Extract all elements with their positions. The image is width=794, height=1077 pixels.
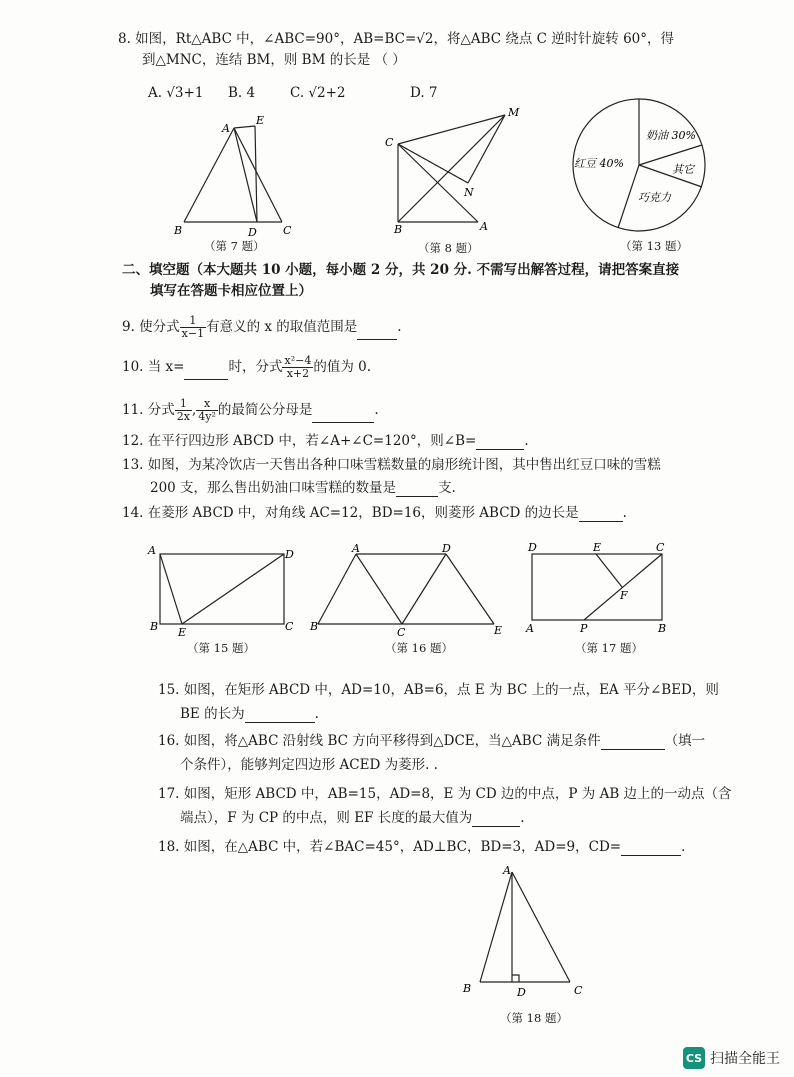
q14-end: . (622, 505, 627, 521)
q15-end: . (314, 706, 319, 722)
q9-num: 1 (180, 315, 206, 328)
fig7-label-e: E (256, 114, 265, 127)
q13-end: 支. (438, 480, 456, 496)
q10-post: 的值为 0. (313, 359, 371, 375)
q9-den: x−1 (181, 327, 205, 340)
fig7-label-b: B (174, 224, 183, 237)
fig8-label-n: N (464, 186, 474, 199)
fig15-label-b: B (150, 620, 159, 633)
fig16-label-c: C (397, 626, 406, 639)
fig18-label-b: B (463, 982, 472, 995)
fig8-label-m: M (508, 106, 520, 119)
q11 (122, 398, 379, 423)
q9-fraction (180, 315, 206, 340)
q8-option-b: B. 4 (228, 85, 256, 101)
q10-mid: 时，分式 (228, 359, 283, 375)
fig17-label-b: B (658, 622, 667, 635)
fig15-label-c: C (285, 620, 294, 633)
q12-end: . (524, 433, 529, 449)
q15-line2 (180, 705, 319, 723)
q11-pre: 11. 分式 (122, 402, 175, 418)
q9-end: . (397, 319, 402, 335)
q16-line1 (158, 732, 705, 750)
q15-answer-blank[interactable] (245, 708, 315, 723)
figure-17 (520, 540, 680, 640)
q11-num1: 1 (175, 398, 192, 411)
q16-line2: 个条件），能够判定四边形 ACED 为菱形. . (180, 757, 438, 773)
q14 (122, 504, 627, 522)
q17-line2 (180, 809, 525, 827)
fig18-label-d: D (517, 986, 526, 999)
figure-8 (380, 100, 520, 235)
q13-line2 (150, 479, 456, 497)
figure-15 (142, 540, 302, 640)
q18-answer-blank[interactable] (621, 841, 681, 856)
fig17-label-d: D (528, 541, 537, 554)
figure-13-pie (568, 95, 713, 237)
fig13-caption: （第 13 题） (620, 239, 688, 253)
q14-text: 14. 在菱形 ABCD 中，对角线 AC=12，BD=16，则菱形 ABCD 的边长是 (122, 505, 579, 521)
fig16-label-d: D (442, 542, 451, 555)
q11-sep: , (191, 402, 197, 418)
q11-answer-blank[interactable] (312, 408, 374, 423)
q16-answer-blank[interactable] (601, 735, 665, 750)
fig17-label-c: C (656, 541, 665, 554)
fig18-caption: （第 18 题） (500, 1011, 568, 1025)
fig15-caption: （第 15 题） (187, 641, 255, 655)
fig16-caption: （第 16 题） (385, 641, 453, 655)
fig13-slice-other: 其它 (672, 163, 694, 176)
q17-answer-blank[interactable] (472, 812, 520, 827)
q11-den1: 2x (176, 410, 190, 423)
section2-line2: 填写在答题卡相应位置上） (150, 283, 312, 299)
q17-end: . (520, 810, 525, 826)
q10-num: x²−4 (284, 354, 312, 367)
q9-pre: 9. 使分式 (122, 319, 180, 335)
q11-den2: 4y² (198, 410, 216, 423)
fig7-label-a: A (222, 122, 230, 135)
q13-line2-text: 200 支，那么售出奶油口味雪糕的数量是 (150, 480, 397, 496)
q10-fraction (282, 355, 313, 380)
q11-post: 的最简公分母是 (217, 402, 313, 418)
fig15-label-a: A (148, 544, 156, 557)
fig7-caption: （第 7 题） (204, 239, 265, 253)
q8-option-c: C. √2+2 (290, 85, 346, 101)
q14-answer-blank[interactable] (579, 507, 623, 522)
q8-line1: 8. 如图，Rt△ABC 中，∠ABC=90°，AB=BC=√2，将△ABC 绕点 C 逆时针旋转 60°，得 (118, 31, 675, 47)
fig16-label-a: A (352, 542, 360, 555)
fig8-caption: （第 8 题） (418, 241, 479, 255)
camscanner-name: 扫描全能王 (710, 1051, 780, 1067)
camscanner-watermark (683, 1047, 780, 1069)
camscanner-logo-icon: CS (683, 1047, 705, 1069)
q18-end: . (681, 839, 686, 855)
fig17-label-a: A (526, 622, 534, 635)
fig13-slice-chocolate: 巧克力 (638, 191, 671, 204)
q10-answer-blank[interactable] (184, 365, 228, 380)
q12 (122, 432, 529, 450)
q12-answer-blank[interactable] (476, 435, 524, 450)
fig8-label-a: A (480, 220, 488, 233)
fig17-label-p: P (580, 622, 588, 635)
fig15-label-e: E (178, 626, 187, 639)
section2-line1: 二、填空题（本大题共 10 小题，每小题 2 分，共 20 分. 不需写出解答过程，请把答案直接 (122, 262, 680, 278)
figure-16 (308, 540, 508, 640)
fig13-slice-redbean: 红豆 40% (574, 157, 624, 170)
q13-answer-blank[interactable] (396, 482, 438, 497)
q10-den: x+2 (286, 367, 310, 380)
q9-answer-blank[interactable] (357, 325, 397, 340)
q9-post: 有意义的 x 的取值范围是 (206, 319, 358, 335)
q12-text: 12. 在平行四边形 ABCD 中，若∠A+∠C=120°，则∠B= (122, 433, 477, 449)
fig17-label-e: E (593, 541, 602, 554)
fig8-label-c: C (385, 136, 394, 149)
fig13-slice-cream: 奶油 30% (646, 129, 696, 142)
q16-line1-text: 16. 如图，将△ABC 沿射线 BC 方向平移得到△DCE，当△ABC 满足条件 (158, 733, 601, 749)
q17-line1: 17. 如图，矩形 ABCD 中，AB=15，AD=8，E 为 CD 边的中点，P 为 AB 边上的一动点（含 (158, 786, 732, 802)
fig7-label-c: C (283, 224, 292, 237)
fig16-label-e: E (494, 624, 503, 637)
q10-pre: 10. 当 x= (122, 359, 185, 375)
figure-7 (170, 112, 310, 237)
q15-line1: 15. 如图，在矩形 ABCD 中，AD=10，AB=6，点 E 为 BC 上的一点，EA 平分∠BED，则 (158, 682, 719, 698)
q16-tail: （填一 (664, 733, 706, 749)
q15-line2-text: BE 的长为 (180, 706, 245, 722)
fig18-label-c: C (574, 984, 583, 997)
fig17-label-f: F (620, 589, 628, 602)
fig16-label-b: B (310, 620, 319, 633)
fig18-label-a: A (503, 864, 511, 877)
q13-line1: 13. 如图，为某冷饮店一天售出各种口味雪糕数量的扇形统计图，其中售出红豆口味的雪糕 (122, 457, 661, 473)
fig7-label-d: D (248, 226, 257, 237)
q9 (122, 315, 402, 340)
q18-text: 18. 如图，在△ABC 中，若∠BAC=45°，AD⊥BC，BD=3，AD=9，CD= (158, 839, 622, 855)
q8-option-d: D. 7 (410, 85, 438, 101)
q11-end: . (374, 402, 379, 418)
figure-18 (455, 862, 595, 1002)
q17-line2-text: 端点），F 为 CP 的中点，则 EF 长度的最大值为 (180, 810, 473, 826)
fig15-label-d: D (285, 548, 294, 561)
fig8-label-b: B (394, 223, 403, 235)
q10 (122, 355, 371, 380)
q18 (158, 838, 685, 856)
q8-option-a: A. √3+1 (148, 85, 204, 101)
fig17-caption: （第 17 题） (575, 641, 643, 655)
q11-fraction-1 (175, 398, 192, 423)
q11-fraction-2 (196, 398, 218, 423)
q8-line2: 到△MNC，连结 BM，则 BM 的长是 （ ） (142, 52, 406, 68)
q11-num2: x (196, 398, 218, 411)
